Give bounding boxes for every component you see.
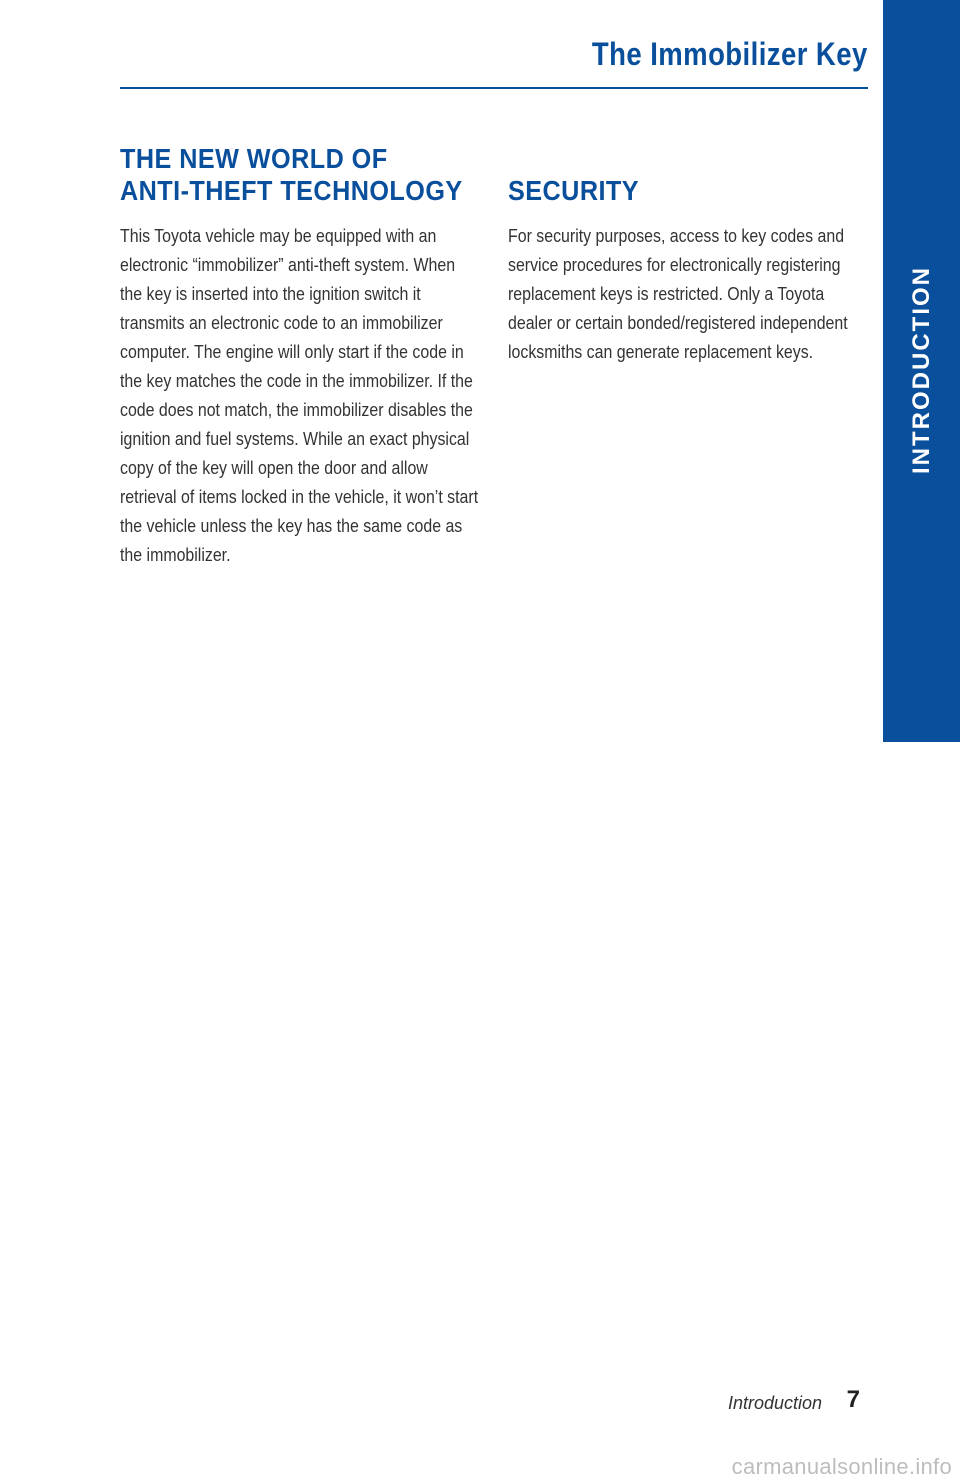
anti-theft-heading-line1: THE NEW WORLD OF xyxy=(120,143,388,174)
anti-theft-heading-line2: ANTI-THEFT TECHNOLOGY xyxy=(120,175,463,206)
section-tab-label: INTRODUCTION xyxy=(907,266,935,474)
security-body: For security purposes, access to key codes and service procedures for electronically registering replacement keys is restricted. Only a Toyota dealer or certain bonded/registered independent locksmiths can generate replacement keys. xyxy=(508,225,848,362)
page-number: 7 xyxy=(846,1386,860,1413)
title-divider xyxy=(120,87,868,89)
section-tab xyxy=(883,0,960,742)
security-section xyxy=(508,175,868,366)
anti-theft-heading xyxy=(120,143,463,207)
security-heading: SECURITY xyxy=(508,175,640,206)
footer-section-label: Introduction xyxy=(727,1393,822,1413)
anti-theft-section xyxy=(120,143,480,569)
anti-theft-body: This Toyota vehicle may be equipped with an electronic “immobilizer” anti-theft system. When the key is inserted into the ignition switch it transmits an electronic code to an immobilizer computer. The engine will only start if the code in the key matches the code in the immobilizer. If the code does not match, the immobilizer disables the ignition and fuel systems. While an exact physical copy of the key will open the door and allow retrieval of items locked in the vehicle, it won’t start the vehicle unless the key has the same code as the immobilizer. xyxy=(120,225,479,565)
page-title: The Immobilizer Key xyxy=(592,36,868,72)
watermark: carmanualsonline.info xyxy=(731,1454,952,1479)
